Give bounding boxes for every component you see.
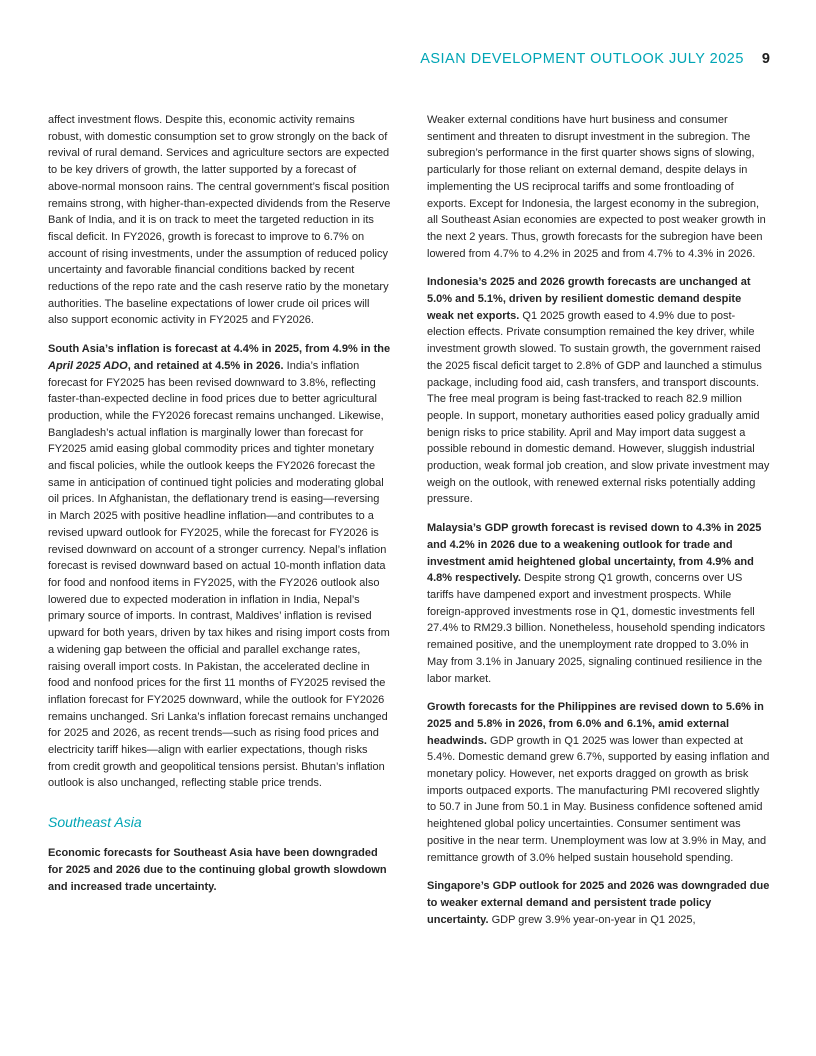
text-run: Q1 2025 growth eased to 4.9% due to post-election effects. Private consumption remained the key driver, while investment growth slowed. To sustain growth, the government raised the 2025 fiscal deficit target to 2.8% of GDP and launched a stimulus package, including food aid, cash transfers, and transport discounts. The free meal program is being fast-tracked to reach 82.9 million people. In support, monetary authorities eased policy gradually amid benign risks to price stability. April and May import data suggest a possible rebound in domestic demand. However, sluggish industrial production, weak formal job creation, and slow private investment may weigh on the outlook, with renewed external risks potentially adding pressure. [427,309,770,506]
emphasis-text-run: Indonesia’s 2025 and 2026 growth forecasts are unchanged at 5.0% and 5.1%, driven by resilient domestic demand despite weak net exports. [427,276,751,322]
paragraph [427,520,770,687]
emphasis-text-run: Growth forecasts for the Philippines are revised down to 5.6% in 2025 and 5.8% in 2026, from 6.0% and 6.1%, amid external headwinds. [427,701,764,747]
paragraph [48,112,391,329]
text-run: Weaker external conditions have hurt business and consumer sentiment and threaten to disrupt investment in the subregion. The subregion’s performance in the first quarter shows signs of slowing, particularly for those reliant on external demand, despite delays in implementing the US reciprocal tariffs and some frontloading of exports. Except for Indonesia, the largest economy in the subregion, all Southeast Asian economies are expected to post weaker growth in the next 2 years. Thus, growth forecasts for the subregion have been lowered from 4.7% to 4.2% in 2025 and from 4.7% to 4.3% in 2026. [427,114,766,260]
emphasis-text-run: Singapore’s GDP outlook for 2025 and 2026 was downgraded due to weaker external demand and persistent trade policy uncertainty. [427,880,770,926]
emphasis-text-run: Malaysia’s GDP growth forecast is revised down to 4.3% in 2025 and 4.2% in 2026 due to a weakening outlook for trade and investment amid heightened global uncertainty, from 4.9% and 4.8% respectively. [427,522,762,585]
text-run: GDP growth in Q1 2025 was lower than expected at 5.4%. Domestic demand grew 6.7%, supported by easing inflation and monetary policy. However, net exports dragged on growth as brisk imports outpaced exports. The manufacturing PMI recovered slightly to 50.7 in June from 50.1 in May. Business confidence softened amid heightened global policy uncertainties. Consumer sentiment was positive in the near term. Unemployment was low at 3.9% in May, and remittance growth of 3.0% helped sustain household spending. [427,734,770,864]
text-run: Despite strong Q1 growth, concerns over US tariffs have dampened export and investment prospects. While foreign-approved investments rose in Q1, domestic investments fell 27.4% to RM29.3 billion. Nonetheless, household spending indicators remained positive, and the unemployment rate dropped to 3.0% in May from 3.1% in January 2025, signaling continued resilience in the labor market. [427,572,766,685]
text-run: GDP grew 3.9% year-on-year in Q1 2025, [488,913,696,926]
paragraph [48,341,391,792]
paragraph [427,878,770,928]
emphasis-text-run: Economic forecasts for Southeast Asia have been downgraded for 2025 and 2026 due to the continuing global growth slowdown and increased trade uncertainty. [48,847,387,893]
text-run: affect investment flows. Despite this, economic activity remains robust, with domestic consumption set to grow strongly on the back of revival of rural demand. Services and agriculture sectors are expected to be key drivers of growth, the latter supported by a forecast of above-normal monsoon rains. The central government’s fiscal position remains strong, with higher-than-expected dividends from the Reserve Bank of India, and it is on track to meet the targeted reduction in its fiscal deficit. In FY2026, growth is forecast to improve to 6.7% on account of rising investments, under the assumption of reduced policy uncertainty and favorable financial conditions backed by recent reductions of the repo rate and the cash reserve ratio by the monetary authorities. The baseline expectations of lower crude oil prices will also support economic activity in FY2025 and FY2026. [48,114,391,327]
paragraph [427,274,770,508]
paragraph [427,112,770,262]
page-number: 9 [761,51,770,67]
section-heading: Southeast Asia [48,814,142,831]
right-column [427,112,770,940]
two-column-layout [48,112,770,940]
emphasis-text-run: South Asia’s inflation is forecast at 4.4% in 2025, from 4.9% in the [48,343,391,356]
left-column [48,112,391,940]
emphasis-text-run: , and retained at 4.5% in 2026. [127,359,284,372]
text-run: India’s inflation forecast for FY2025 has been revised downward to 3.8%, reflecting faster-than-expected decline in food prices due to better agricultural production, while the FY2026 forecast remains unchanged. Likewise, Bangladesh’s actual inflation is marginally lower than forecast for FY2025 amid easing global commodity prices and tighter monetary and fiscal policies, while the outlook keeps the FY2026 forecast the same in anticipation of continued tight policies and moderating global oil prices. In Afghanistan, the deflationary trend is easing—reversing in March 2025 with positive headline inflation—and contributes to a revised upward outlook for FY2025, while the forecast for FY2026 is revised downward on account of a stronger currency. Nepal’s inflation forecast is revised downward based on actual 10-month inflation data for food and nonfood items in FY2025, with the FY2026 outlook also lowered due to expected moderation in inflation in India, Nepal’s primary source of imports. In contrast, Maldives’ inflation is revised upward for both years, driven by tax hikes and rising import costs from a widening gap between the official and parallel exchange rates, raising overall import costs. In Pakistan, the accelerated decline in food and nonfood prices for the first 11 months of FY2025 revised the inflation forecast for FY2025 downward, while the outlook for FY2026 remains unchanged. Sri Lanka’s inflation forecast remains unchanged for 2025 and 2026, as recent trends—such as rising food prices and electricity tariff hikes—align with earlier expectations, though risks from credit growth and geopolitical tensions persist. Bhutan’s inflation outlook is also unchanged, reflecting stable price trends. [48,359,390,790]
emphasis-text-run: April 2025 ADO [48,359,128,372]
report-title: ASIAN DEVELOPMENT OUTLOOK JULY 2025 [420,51,744,67]
paragraph [48,845,391,895]
page-header [48,50,770,68]
paragraph [427,699,770,866]
